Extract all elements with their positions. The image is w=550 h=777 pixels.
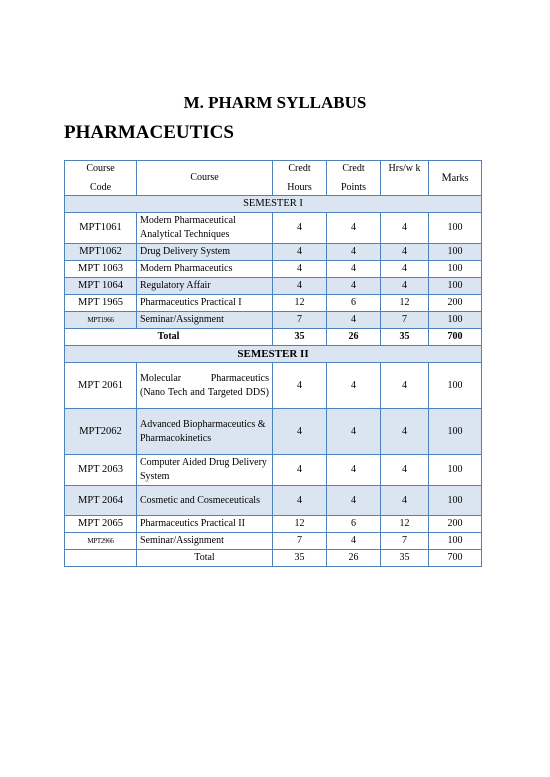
marks: 100 (429, 213, 482, 244)
course-code: MPT 1064 (65, 278, 137, 295)
credit-hours: 4 (273, 455, 327, 486)
table-row (65, 278, 482, 295)
semester-2-total-row (65, 550, 482, 567)
marks: 100 (429, 533, 482, 550)
credit-points: 4 (327, 486, 381, 516)
header-course-code: Course Code (65, 161, 137, 196)
credit-points: 4 (327, 312, 381, 329)
course-code: MPT2062 (65, 409, 137, 455)
table-row (65, 516, 482, 533)
credit-hours: 4 (273, 213, 327, 244)
credit-hours: 4 (273, 261, 327, 278)
credit-hours: 4 (273, 363, 327, 409)
marks: 100 (429, 244, 482, 261)
credit-hours: 4 (273, 244, 327, 261)
credit-points: 4 (327, 533, 381, 550)
credit-hours: 7 (273, 533, 327, 550)
total-label: Total (137, 550, 273, 567)
course-name: Cosmetic and Cosmeceuticals (137, 486, 273, 516)
table-row (65, 533, 482, 550)
hrs-wk: 4 (381, 455, 429, 486)
course-code: MPT1966 (65, 312, 137, 329)
table-row (65, 261, 482, 278)
credit-hours: 4 (273, 409, 327, 455)
course-name: Pharmaceutics Practical I (137, 295, 273, 312)
table-row (65, 363, 482, 409)
marks: 100 (429, 409, 482, 455)
semester-1-label: SEMESTER I (65, 196, 482, 213)
credit-points: 4 (327, 409, 381, 455)
semester-2-row (65, 346, 482, 363)
marks: 100 (429, 363, 482, 409)
course-name: Regulatory Affair (137, 278, 273, 295)
credit-points: 4 (327, 455, 381, 486)
hrs-wk: 4 (381, 278, 429, 295)
credit-hours: 7 (273, 312, 327, 329)
table-row (65, 409, 482, 455)
credit-points: 4 (327, 261, 381, 278)
course-name: Seminar/Assignment (137, 533, 273, 550)
marks: 100 (429, 312, 482, 329)
marks: 100 (429, 261, 482, 278)
marks: 200 (429, 295, 482, 312)
credit-points: 4 (327, 278, 381, 295)
semester-2-label: SEMESTER II (65, 346, 482, 363)
header-marks: Marks (429, 161, 482, 196)
credit-points: 4 (327, 213, 381, 244)
credit-points: 6 (327, 295, 381, 312)
header-hrs-wk: Hrs/w k (381, 161, 429, 196)
hrs-wk: 7 (381, 533, 429, 550)
header-course: Course (137, 161, 273, 196)
total-label: Total (65, 329, 273, 346)
marks: 100 (429, 486, 482, 516)
credit-points: 6 (327, 516, 381, 533)
hrs-wk: 4 (381, 244, 429, 261)
semester-1-row (65, 196, 482, 213)
course-code: MPT 2064 (65, 486, 137, 516)
table-row (65, 312, 482, 329)
course-code: MPT 2063 (65, 455, 137, 486)
table-row (65, 295, 482, 312)
syllabus-table (64, 160, 482, 567)
course-code: MPT2966 (65, 533, 137, 550)
course-code: MPT1062 (65, 244, 137, 261)
header-credit-points: Credt Points (327, 161, 381, 196)
course-name: Seminar/Assignment (137, 312, 273, 329)
total-marks: 700 (429, 329, 482, 346)
hrs-wk: 4 (381, 363, 429, 409)
table-row (65, 455, 482, 486)
course-name: Drug Delivery System (137, 244, 273, 261)
course-name: Advanced Biopharmaceutics & Pharmacokinetics (137, 409, 273, 455)
course-code: MPT 2065 (65, 516, 137, 533)
course-code: MPT 1063 (65, 261, 137, 278)
credit-hours: 12 (273, 295, 327, 312)
credit-hours: 4 (273, 278, 327, 295)
hrs-wk: 12 (381, 295, 429, 312)
header-credit-hours: Credt Hours (273, 161, 327, 196)
credit-hours: 4 (273, 486, 327, 516)
hrs-wk: 7 (381, 312, 429, 329)
hrs-wk: 4 (381, 261, 429, 278)
total-spacer (65, 550, 137, 567)
credit-hours: 12 (273, 516, 327, 533)
document-title: M. PHARM SYLLABUS (183, 93, 367, 112)
marks: 100 (429, 278, 482, 295)
hrs-wk: 4 (381, 486, 429, 516)
total-credit-points: 26 (327, 550, 381, 567)
table-header-row (65, 161, 482, 196)
hrs-wk: 4 (381, 409, 429, 455)
hrs-wk: 12 (381, 516, 429, 533)
total-hrs-wk: 35 (381, 329, 429, 346)
hrs-wk: 4 (381, 213, 429, 244)
course-name: Modern Pharmaceutics (137, 261, 273, 278)
credit-points: 4 (327, 363, 381, 409)
marks: 100 (429, 455, 482, 486)
semester-1-total-row (65, 329, 482, 346)
course-name: Pharmaceutics Practical II (137, 516, 273, 533)
total-hrs-wk: 35 (381, 550, 429, 567)
total-credit-hours: 35 (273, 550, 327, 567)
total-credit-points: 26 (327, 329, 381, 346)
department-heading: PHARMACEUTICS (64, 122, 234, 143)
course-code: MPT 2061 (65, 363, 137, 409)
marks: 200 (429, 516, 482, 533)
course-code: MPT 1965 (65, 295, 137, 312)
credit-points: 4 (327, 244, 381, 261)
course-name: Modern Pharmaceutical Analytical Techniques (137, 213, 273, 244)
table-row (65, 486, 482, 516)
table-row (65, 213, 482, 244)
course-name: Molecular Pharmaceutics (Nano Tech and Targeted DDS) (137, 363, 273, 409)
total-marks: 700 (429, 550, 482, 567)
total-credit-hours: 35 (273, 329, 327, 346)
table-row (65, 244, 482, 261)
course-name: Computer Aided Drug Delivery System (137, 455, 273, 486)
course-code: MPT1061 (65, 213, 137, 244)
